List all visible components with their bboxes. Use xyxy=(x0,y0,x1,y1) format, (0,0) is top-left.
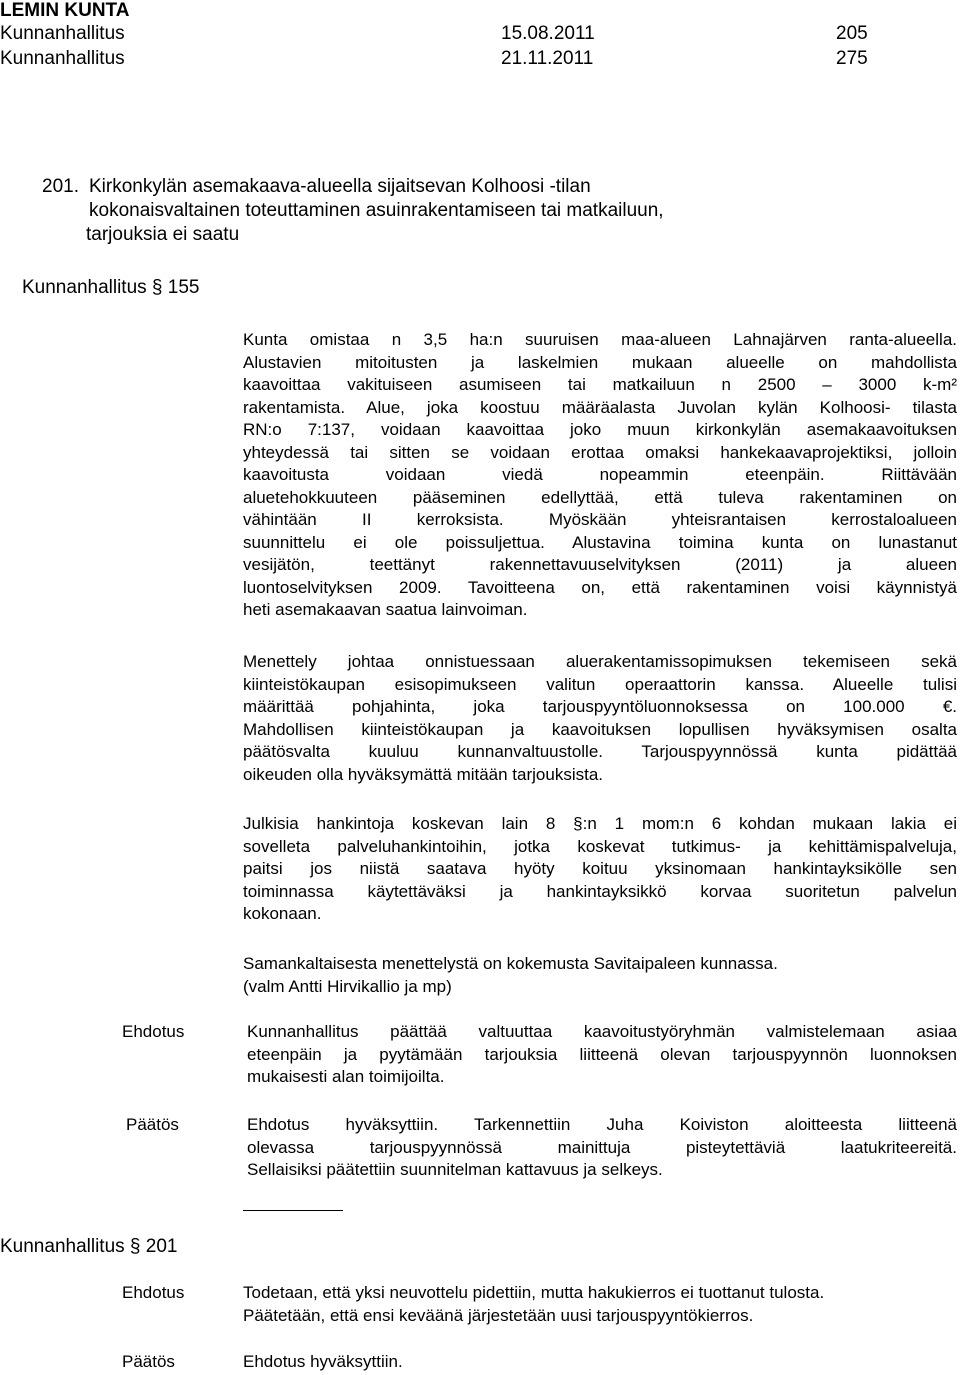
header-body: Kunnanhallitus xyxy=(0,23,125,44)
section-title-line: kokonaisvaltainen toteuttaminen asuinrakentamiseen tai matkailuun, xyxy=(89,200,664,221)
paragraph-1 xyxy=(243,329,957,622)
text-line: eteenpäin ja pyytämään tarjouksia liitteenä olevan tarjouspyynnön luonnoksen xyxy=(247,1044,957,1064)
paatos-text xyxy=(247,1114,957,1182)
text-line: Menettely johtaa onnistuessaan aluerakentamissopimuksen tekemiseen sekä xyxy=(243,652,957,671)
text-line: Ehdotus hyväksyttiin. Tarkennettiin Juha Koiviston aloitteesta liitteenä xyxy=(247,1115,957,1134)
text-line: (valm Antti Hirvikallio ja mp) xyxy=(243,976,452,996)
section-title xyxy=(86,175,664,247)
paatos-text: Ehdotus hyväksyttiin. xyxy=(243,1352,403,1371)
text-line: suunnittelu ei ole poissuljettua. Alustavina toimina kunta on lunastanut xyxy=(243,532,957,552)
text-line: kaavoittaa vakituiseen asumiseen tai matkailuun n 2500 – 3000 k-m² xyxy=(243,375,957,394)
text-line: Samankaltaisesta menettelystä on kokemusta Savitaipaleen kunnassa. xyxy=(243,954,778,973)
header-page: 205 xyxy=(836,23,868,44)
reference-201: Kunnanhallitus § 201 xyxy=(0,1236,178,1257)
section-title-line: Kirkonkylän asemakaava-alueella sijaitsevan Kolhoosi -tilan xyxy=(89,176,591,197)
header-date: 15.08.2011 xyxy=(501,23,595,44)
ehdotus-text xyxy=(243,1282,959,1327)
text-line: Todetaan, että yksi neuvottelu pidettiin, mutta hakukierros ei tuottanut tulosta. xyxy=(243,1283,825,1302)
ehdotus-text xyxy=(247,1021,957,1089)
section-number: 201. xyxy=(42,176,79,197)
text-line: Kunta omistaa n 3,5 ha:n suuruisen maa-alueen Lahnajärven ranta-alueella. xyxy=(243,330,957,349)
text-line: määrittää pohjahinta, joka tarjouspyyntöluonnoksessa on 100.000 €. xyxy=(243,697,957,716)
text-line: yhteydessä tai sitten se voidaan erottaa omaksi hankekaavaprojektiksi, jolloin xyxy=(243,442,957,462)
section-title-line: tarjouksia ei saatu xyxy=(86,224,240,245)
header-page: 275 xyxy=(836,48,868,69)
ehdotus-label: Ehdotus xyxy=(122,1022,185,1041)
text-line: paitsi jos niistä saatava hyöty koituu yksinomaan hankintayksikölle sen xyxy=(243,859,957,878)
text-line: Päätetään, että ensi keväänä järjestetään uusi tarjouspyyntökierros. xyxy=(243,1305,754,1325)
text-line: Kunnanhallitus päättää valtuuttaa kaavoitustyöryhmän valmistelemaan asiaa xyxy=(247,1022,957,1041)
separator-rule xyxy=(243,1210,343,1211)
text-line: mukaisesti alan toimijoilta. xyxy=(247,1067,445,1086)
text-line: toiminnassa käytettäväksi ja hankintayksikkö korvaa suoritetun palvelun xyxy=(243,881,957,901)
header-body: Kunnanhallitus xyxy=(0,48,125,69)
text-line: olevassa tarjouspyynnössä mainittuja pisteytettäviä laatukriteereitä. xyxy=(247,1137,957,1157)
text-line: kiinteistökaupan esisopimukseen valitun operaattorin kanssa. Alueelle tulisi xyxy=(243,674,957,694)
text-line: vesijätön, teettänyt rakennettavuuselvityksen (2011) ja alueen xyxy=(243,555,957,574)
paragraph-3 xyxy=(243,813,957,926)
organization-title: LEMIN KUNTA xyxy=(0,0,130,21)
text-line: RN:o 7:137, voidaan kaavoittaa joko muun kirkonkylän asemakaavoituksen xyxy=(243,420,957,439)
reference-155: Kunnanhallitus § 155 xyxy=(22,277,200,298)
text-line: oikeuden olla hyväksymättä mitään tarjouksista. xyxy=(243,764,604,784)
text-line: heti asemakaavan saatua lainvoiman. xyxy=(243,600,528,619)
text-line: kokonaan. xyxy=(243,904,322,923)
paragraph-2 xyxy=(243,651,957,786)
text-line: Alustavien mitoitusten ja laskelmien mukaan alueelle on mahdollista xyxy=(243,352,957,372)
paragraph-4 xyxy=(243,953,957,998)
text-line: päätösvalta kuuluu kunnanvaltuustolle. Tarjouspyynnössä kunta pidättää xyxy=(243,742,957,761)
text-line: kaavoitusta voidaan viedä nopeammin eteenpäin. Riittävään xyxy=(243,465,957,484)
paatos-label: Päätös xyxy=(126,1115,179,1134)
text-line: rakentamista. Alue, joka koostuu määräalasta Juvolan kylän Kolhoosi- tilasta xyxy=(243,397,957,417)
text-line: vähintään II kerroksista. Myöskään yhteisrantaisen kerrostaloalueen xyxy=(243,510,957,529)
text-line: Mahdollisen kiinteistökaupan ja kaavoituksen lopullisen hyväksymisen osalta xyxy=(243,719,957,739)
text-line: Sellaisiksi päätettiin suunnitelman kattavuus ja selkeys. xyxy=(247,1160,663,1179)
text-line: aluetehokkuuteen pääseminen edellyttää, että tuleva rakentaminen on xyxy=(243,487,957,507)
paatos-label: Päätös xyxy=(122,1352,175,1371)
ehdotus-label: Ehdotus xyxy=(122,1283,185,1302)
header-date: 21.11.2011 xyxy=(501,48,594,69)
text-line: Julkisia hankintoja koskevan lain 8 §:n 1 mom:n 6 kohdan mukaan lakia ei xyxy=(243,814,957,833)
text-line: sovelleta palveluhankintoihin, jotka koskevat tutkimus- ja kehittämispalveluja, xyxy=(243,836,957,856)
text-line: luontoselvityksen 2009. Tavoitteena on, että rakentaminen voisi käynnistyä xyxy=(243,577,957,597)
